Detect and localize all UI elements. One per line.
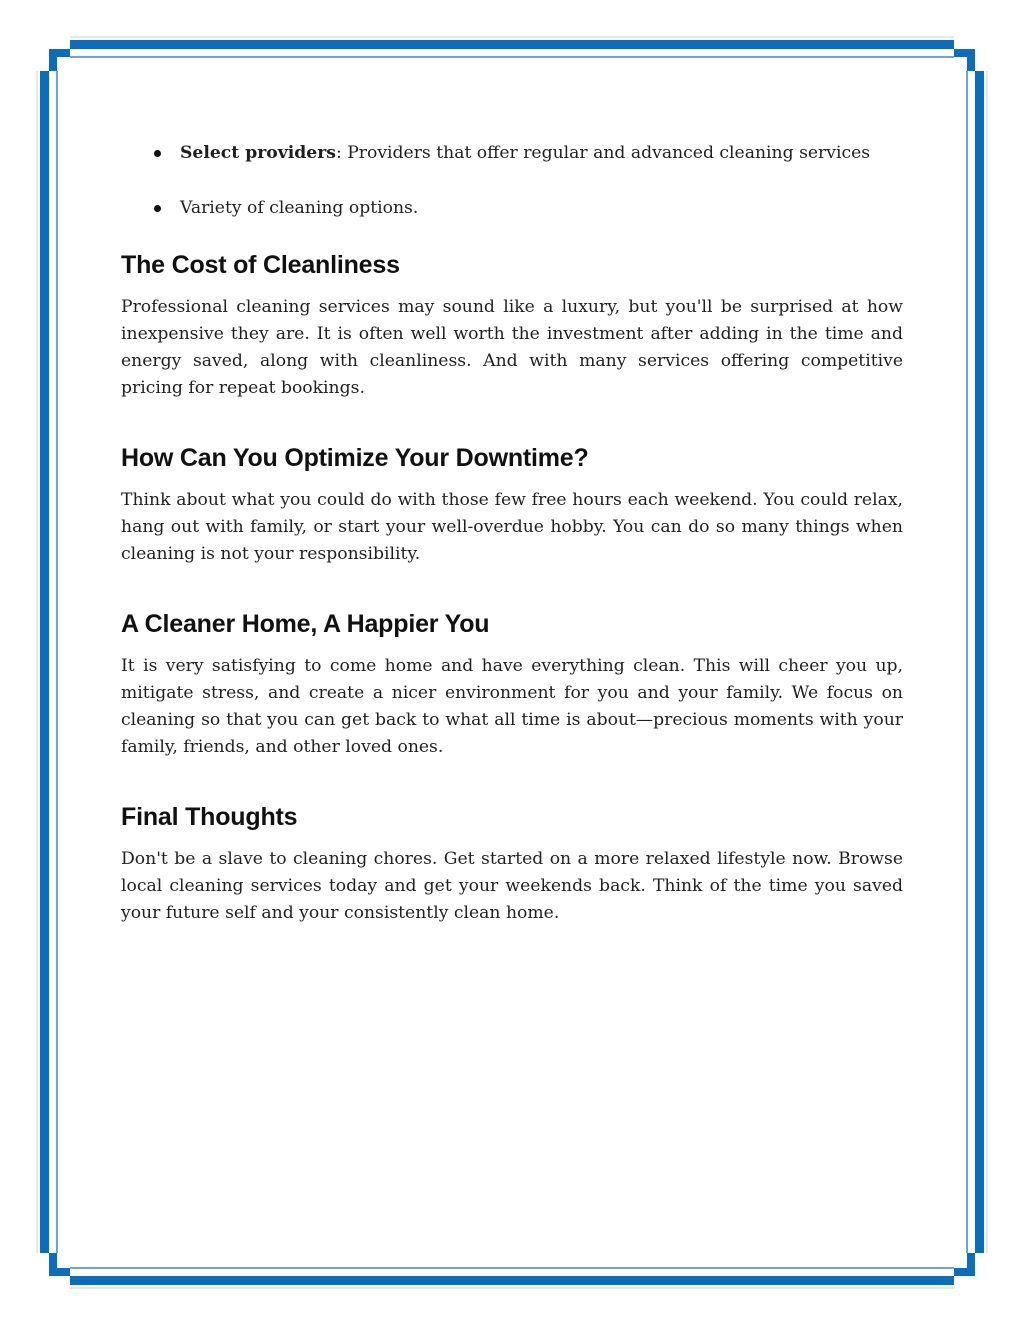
section-body-cost: Professional cleaning services may sound like a luxury, but you'll be surprised at how inexpensive they are. It is often well worth the investment after adding in the time and energy saved, along with cleanliness. And with many services offering competitive pricing for repeat bookings. — [121, 297, 903, 398]
section-body-happier-home: It is very satisfying to come home and have everything clean. This will cheer you up, mitigate stress, and create a nicer environment for you and your family. We focus on cleaning so that you can get back to what all time is about—precious moments with your family, friends, and other loved ones. — [121, 656, 903, 757]
section-body-final-thoughts: Don't be a slave to cleaning chores. Get started on a more relaxed lifestyle now. Browse local cleaning services today and get your weekends back. Think of the time you saved your future self and your consistently clean home. — [121, 849, 903, 923]
section-body-downtime: Think about what you could do with those few free hours each weekend. You could relax, hang out with family, or start your well-overdue hobby. You can do so many things when cleaning is not your responsibility. — [121, 490, 903, 564]
feature-bullet-list — [121, 140, 903, 222]
section-heading-cost: The Cost of Cleanliness — [121, 251, 400, 279]
bullet-dot-icon — [154, 205, 161, 212]
bullet-text: : Providers that offer regular and advanced cleaning services — [335, 143, 871, 163]
section-heading-final-thoughts: Final Thoughts — [121, 803, 298, 831]
bullet-item — [121, 140, 903, 167]
section-heading-happier-home: A Cleaner Home, A Happier You — [121, 610, 490, 638]
document-content — [121, 140, 903, 927]
bullet-item — [121, 195, 903, 222]
bullet-dot-icon — [154, 150, 161, 157]
section-heading-downtime: How Can You Optimize Your Downtime? — [121, 444, 589, 472]
bullet-bold-text: Select providers — [180, 143, 336, 163]
bullet-text: Variety of cleaning options. — [180, 198, 419, 218]
